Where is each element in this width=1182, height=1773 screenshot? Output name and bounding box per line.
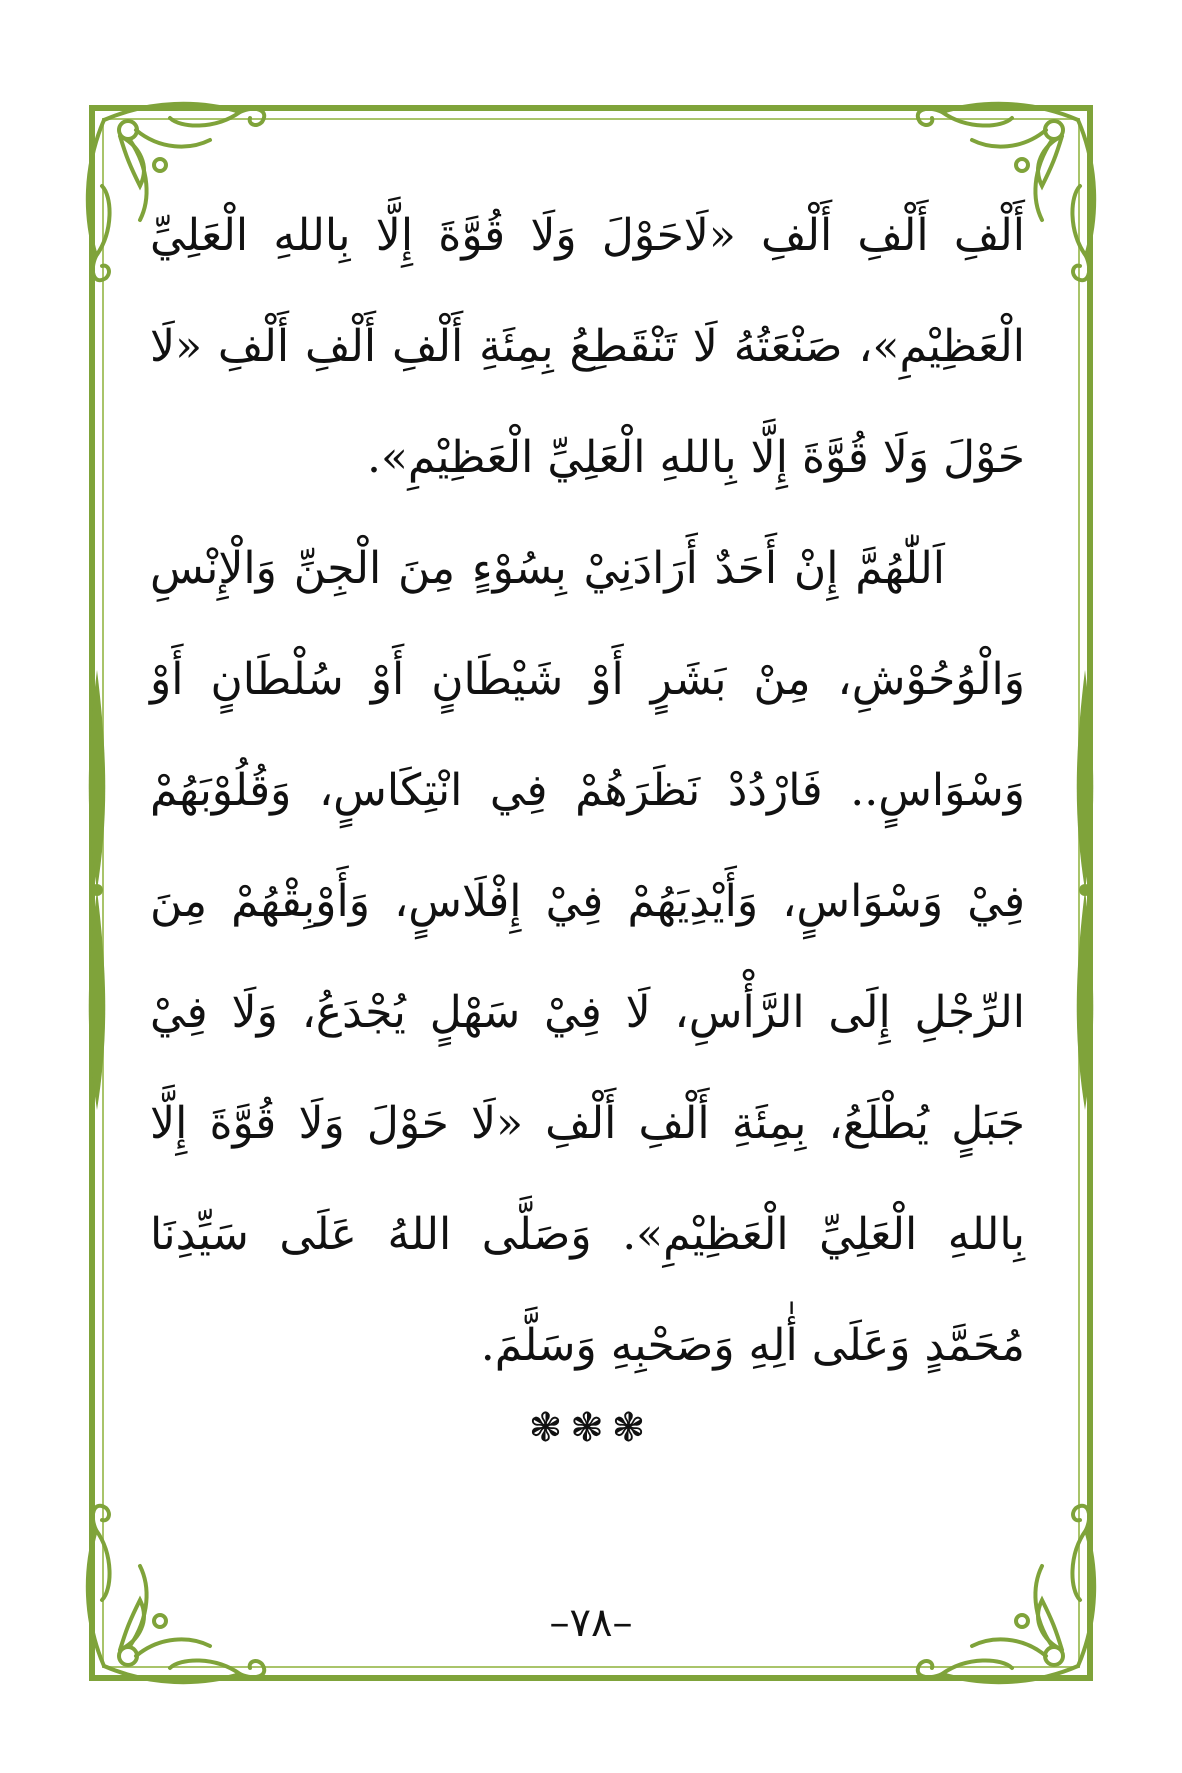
- main-text-block: [150, 180, 1025, 1401]
- side-ornament-right-icon: [1077, 670, 1094, 1110]
- section-separator-stars: ❃❃❃: [528, 1405, 654, 1451]
- side-ornament-left-icon: [89, 670, 106, 1110]
- corner-ornament-bottom-right-icon: [918, 1506, 1094, 1682]
- corner-ornament-bottom-left-icon: [88, 1506, 264, 1682]
- paragraph-1: أَلْفِ أَلْفِ أَلْفِ «لَاحَوْلَ وَلَا قُوَّةَ إِلَّا بِاللهِ الْعَلِيِّ الْعَظِيْمِ»، صَنْعَتُهُ لَا تَنْقَطِعُ بِمِئَةِ أَلْفِ أَلْفِ أَلْفِ «لَا حَوْلَ وَلَا قُوَّةَ إِلَّا بِاللهِ الْعَلِيِّ الْعَظِيْمِ».: [150, 210, 1025, 483]
- paragraph-2: اَللّٰهُمَّ إِنْ أَحَدٌ أَرَادَنِيْ بِسُوْءٍ مِنَ الْجِنِّ وَالْإِنْسِ وَالْوُحُوْشِ، مِنْ بَشَرٍ أَوْ شَيْطَانٍ أَوْ سُلْطَانٍ أَوْ وَسْوَاسٍ.. فَارْدُدْ نَظَرَهُمْ فِي انْتِكَاسٍ، وَقُلُوْبَهُمْ فِيْ وَسْوَاسٍ، وَأَيْدِيَهُمْ فِيْ إِفْلَاسٍ، وَأَوْبِقْهُمْ مِنَ الرِّجْلِ إِلَى الرَّأْسِ، لَا فِيْ سَهْلٍ يُجْدَعُ، وَلَا فِيْ جَبَلٍ يُطْلَعُ، بِمِئَةِ أَلْفِ أَلْفِ «لَا حَوْلَ وَلَا قُوَّةَ إِلَّا بِاللهِ الْعَلِيِّ الْعَظِيْمِ». وَصَلَّى اللهُ عَلَى سَيِّدِنَا مُحَمَّدٍ وَعَلَى أٰلِهِ وَصَحْبِهِ وَسَلَّمَ.: [150, 543, 1026, 1371]
- page-number: –٧٨–: [549, 1600, 633, 1646]
